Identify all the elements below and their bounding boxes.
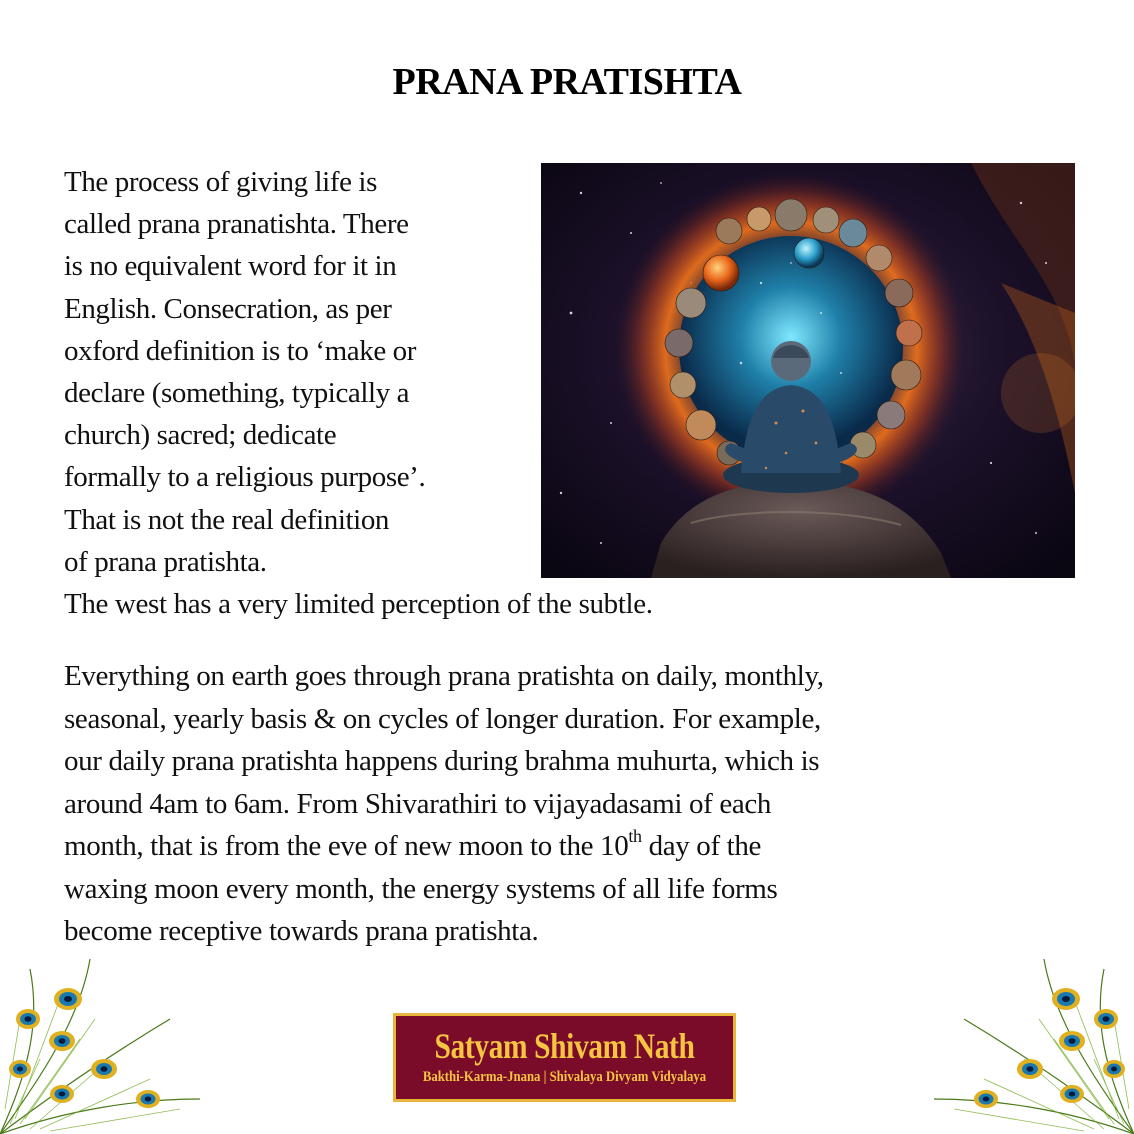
intro-paragraph — [64, 161, 534, 583]
intro-line: of prana pratishta. — [64, 545, 267, 578]
body-line: our daily prana pratishta happens during brahma muhurta, which is — [64, 745, 820, 777]
intro-line: English. Consecration, as per — [64, 292, 392, 325]
body-line: around 4am to 6am. From Shivarathiri to vijayadasami of each — [64, 787, 772, 820]
intro-line: That is not the real definition — [64, 503, 390, 536]
body-line: seasonal, yearly basis & on cycles of longer duration. For example, — [64, 702, 821, 735]
west-perception-line: The west has a very limited perception of the subtle. — [64, 588, 653, 620]
ordinal-suffix: th — [628, 826, 642, 847]
body-line: waxing moon every month, the energy systems of all life forms — [64, 872, 778, 905]
satyam-shivam-nath-logo — [393, 1013, 736, 1102]
body-line-text: day of the — [641, 830, 762, 862]
logo-tagline: Bakthi-Karma-Jnana | Shivalaya Divyam Vidyalaya — [422, 1069, 707, 1085]
intro-line: declare (something, typically a — [64, 377, 410, 410]
body-line-text: month, that is from the eve of new moon to the 10 — [64, 830, 629, 862]
meditation-illustration — [541, 163, 1075, 578]
peacock-feather-left-icon — [0, 959, 210, 1134]
body-line: Everything on earth goes through prana pratishta on daily, monthly, — [64, 660, 824, 692]
page-title: PRANA PRATISHTA — [392, 61, 742, 103]
intro-line: formally to a religious purpose’. — [64, 461, 426, 494]
logo-name: Satyam Shivam Nath — [434, 1026, 695, 1066]
intro-line: is no equivalent word for it in — [64, 250, 397, 283]
intro-line: The process of giving life is — [64, 166, 377, 198]
body-line: become receptive towards prana pratishta. — [64, 915, 539, 947]
body-paragraph — [64, 655, 1104, 953]
intro-line: church) sacred; dedicate — [64, 419, 337, 452]
cosmic-meditation-image — [541, 163, 1075, 578]
body-line — [64, 825, 1104, 868]
intro-line: oxford definition is to ‘make or — [64, 334, 417, 367]
intro-line: called prana pranatishta. There — [64, 208, 409, 241]
peacock-feather-right-icon — [924, 959, 1134, 1134]
